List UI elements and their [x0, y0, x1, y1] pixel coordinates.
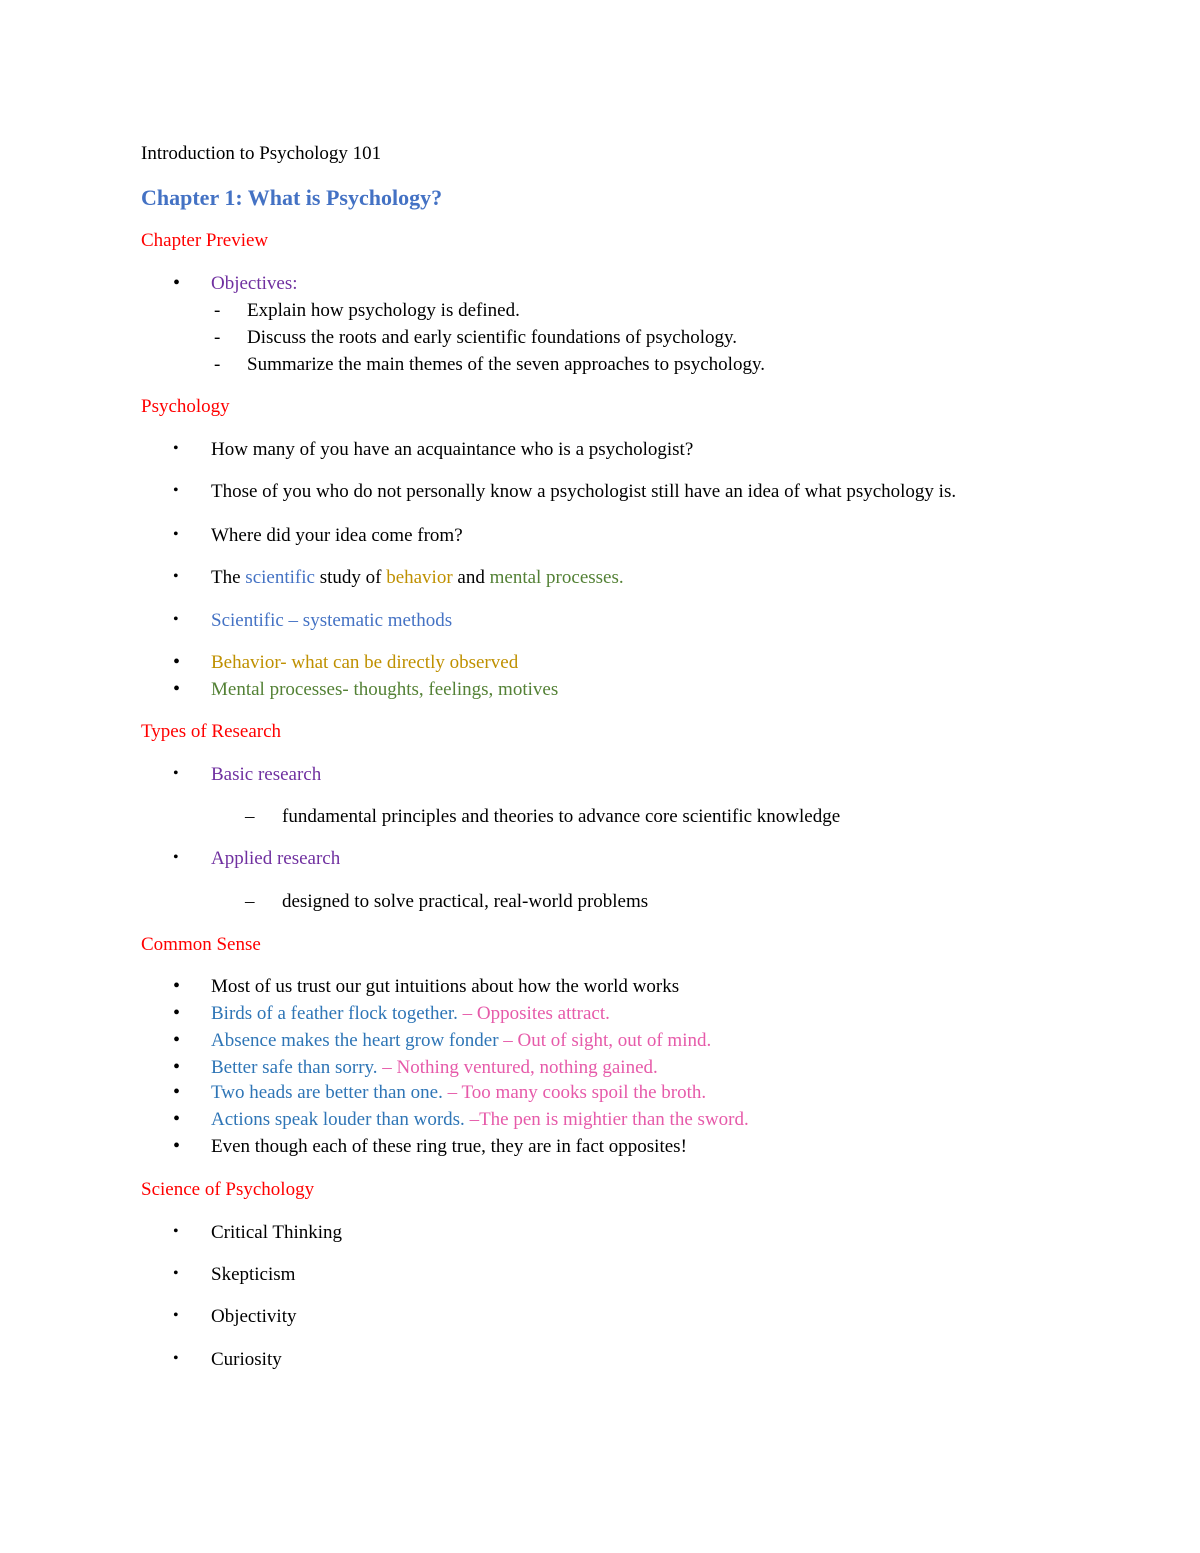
bullet-icon: •	[173, 1056, 181, 1078]
list-item: How many of you have an acquaintance who is a psychologist?	[211, 439, 694, 460]
list-item: Basic research	[211, 764, 322, 785]
list-item: Applied research	[211, 848, 341, 869]
definition-mental-processes: mental processes.	[489, 567, 624, 588]
proverb: Absence makes the heart grow fonder	[211, 1030, 504, 1051]
document-title: Introduction to Psychology 101	[141, 143, 382, 164]
sub-item: fundamental principles and theories to advance core scientific knowledge	[282, 806, 841, 827]
bullet-icon: •	[173, 1265, 179, 1282]
list-item: Critical Thinking	[211, 1222, 343, 1243]
objectives-label: Objectives:	[211, 273, 298, 294]
counter-proverb: – Nothing ventured, nothing gained.	[382, 1057, 658, 1078]
list-item: Scientific – systematic methods	[211, 610, 453, 631]
section-heading-science-of-psychology: Science of Psychology	[141, 1179, 315, 1200]
bullet-icon: •	[173, 849, 179, 866]
bullet-icon: •	[173, 482, 179, 499]
definition-line	[211, 568, 624, 587]
definition-behavior: behavior	[386, 567, 453, 588]
section-heading-chapter-preview: Chapter Preview	[141, 230, 269, 251]
bullet-icon: •	[173, 568, 179, 585]
objective-item: Discuss the roots and early scientific foundations of psychology.	[247, 327, 738, 348]
counter-proverb: – Out of sight, out of mind.	[503, 1030, 712, 1051]
bullet-icon: •	[173, 678, 181, 700]
proverb: Better safe than sorry.	[211, 1057, 383, 1078]
objective-item: Summarize the main themes of the seven approaches to psychology.	[247, 354, 765, 375]
bullet-icon: •	[173, 526, 179, 543]
bullet-icon: •	[173, 272, 181, 294]
bullet-icon: •	[173, 611, 179, 628]
counter-proverb: – Opposites attract.	[462, 1003, 610, 1024]
proverb-line	[211, 1110, 749, 1129]
list-item: Mental processes- thoughts, feelings, motives	[211, 679, 559, 700]
chapter-title: Chapter 1: What is Psychology?	[141, 185, 443, 210]
proverb: Two heads are better than one.	[211, 1082, 448, 1103]
dash-icon: -	[214, 300, 221, 321]
endash-icon: –	[245, 806, 255, 827]
definition-scientific: scientific	[245, 567, 315, 588]
proverb: Birds of a feather flock together.	[211, 1003, 463, 1024]
list-item: Curiosity	[211, 1349, 282, 1370]
objective-item: Explain how psychology is defined.	[247, 300, 520, 321]
bullet-icon: •	[173, 1002, 181, 1024]
endash-icon: –	[245, 891, 255, 912]
bullet-icon: •	[173, 1081, 181, 1103]
proverb-line	[211, 1083, 706, 1102]
bullet-icon: •	[173, 1108, 181, 1130]
list-item: Most of us trust our gut intuitions about how the world works	[211, 976, 680, 997]
bullet-icon: •	[173, 765, 179, 782]
list-item: Where did your idea come from?	[211, 525, 463, 546]
proverb-line	[211, 1058, 658, 1077]
list-item: Those of you who do not personally know a psychologist still have an idea of what psychology is.	[211, 481, 957, 502]
list-item: Even though each of these ring true, they are in fact opposites!	[211, 1136, 687, 1157]
dash-icon: -	[214, 327, 221, 348]
definition-part: The	[211, 567, 246, 588]
bullet-icon: •	[173, 1350, 179, 1367]
list-item: Skepticism	[211, 1264, 296, 1285]
bullet-icon: •	[173, 1307, 179, 1324]
bullet-icon: •	[173, 440, 179, 457]
section-heading-types-of-research: Types of Research	[141, 721, 282, 742]
bullet-icon: •	[173, 1029, 181, 1051]
dash-icon: -	[214, 354, 221, 375]
counter-proverb: – Too many cooks spoil the broth.	[447, 1082, 707, 1103]
proverb-line	[211, 1004, 610, 1023]
definition-part: and	[452, 567, 490, 588]
bullet-icon: •	[173, 651, 181, 673]
bullet-icon: •	[173, 975, 181, 997]
definition-part: study of	[314, 567, 387, 588]
list-item: Objectivity	[211, 1306, 297, 1327]
section-heading-common-sense: Common Sense	[141, 934, 261, 955]
proverb-line	[211, 1031, 711, 1050]
sub-item: designed to solve practical, real-world problems	[282, 891, 649, 912]
counter-proverb: –The pen is mightier than the sword.	[469, 1109, 749, 1130]
list-item: Behavior- what can be directly observed	[211, 652, 519, 673]
bullet-icon: •	[173, 1223, 179, 1240]
bullet-icon: •	[173, 1135, 181, 1157]
proverb: Actions speak louder than words.	[211, 1109, 470, 1130]
section-heading-psychology: Psychology	[141, 396, 230, 417]
